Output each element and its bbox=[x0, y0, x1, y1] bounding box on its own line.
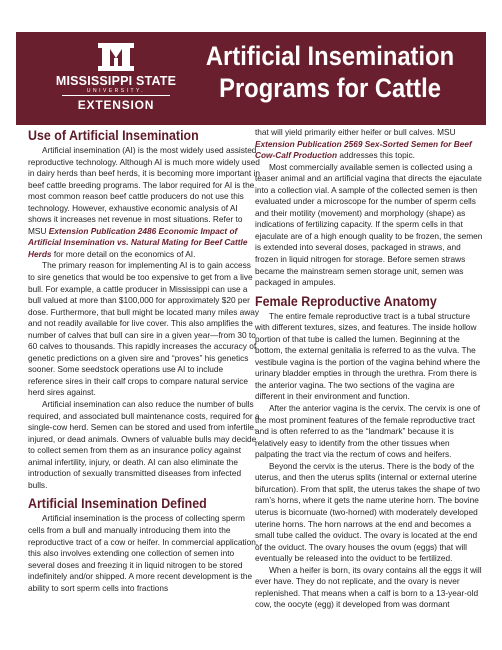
paragraph bbox=[255, 127, 485, 162]
right-column bbox=[255, 127, 485, 611]
publication-reference-link[interactable]: Extension Publication 2569 Sex-Sorted Semen for Beef Cow-Calf Production bbox=[255, 138, 472, 161]
logo-university-name: MISSISSIPPI STATE bbox=[55, 74, 177, 88]
logo-extension-word: EXTENSION bbox=[77, 98, 155, 112]
section-heading-female-anatomy: Female Reproductive Anatomy bbox=[255, 293, 437, 309]
paragraph: Artificial insemination is the process of collecting sperm cells from a bull and manually introducing them into the reproductive tract of a cow or heifer. In commercial application, this also involves extending one collection of semen into several doses and freezing it in liquid nitrogen to be stored indefinitely and/or shipped. A more recent development is the ability to sort sperm cells into fractions bbox=[28, 513, 259, 593]
paragraph-text: addresses this topic. bbox=[337, 150, 415, 161]
paragraph: After the anterior vagina is the cervix. The cervix is one of the most prominent features of the female reproductive tract and is often referred to as the “landmark” because it is relatively easy to identify from the other tissues when palpating the tract via the rectum of cows and heifers. bbox=[255, 403, 481, 460]
publication-reference-link[interactable]: Extension Publication 2486 Economic Impact of Artificial Insemination vs. Natural Mating for Beef Cattle Herds bbox=[28, 225, 248, 259]
paragraph: Most commercially available semen is collected using a teaser animal and an artificial vagina that directs the ejaculate into a collection vial. A sample of the collected semen is then evaluated under a microscope for the number of sperm cells and their motility (movement) and morphology (shape) as indications of fertilizing capacity. If the sperm cells in that ejaculate are of a high enough quality to be frozen, the semen is extended into several doses, packaged in straws, and frozen in liquid nitrogen for storage. Before semen straws became the mainstream semen storage unit, semen was packaged in ampules. bbox=[255, 161, 483, 288]
title-line-2: Programs for Cattle bbox=[219, 73, 441, 103]
section-heading-ai-defined: Artificial Insemination Defined bbox=[28, 496, 207, 512]
page-title bbox=[200, 40, 460, 104]
paragraph: Artificial insemination can also reduce the number of bulls required, and associated bull maintenance costs, required for a single-cow herd. Semen can be stored and used from infertile, injured, or dead animals. Owners of valuable bulls may decide to collect semen from them as an insurance policy against animal infertility, injury, or death. AI can also eliminate the introduction of sexually transmitted diseases from infected bulls. bbox=[28, 399, 260, 490]
paragraph bbox=[28, 145, 260, 260]
paragraph: Beyond the cervix is the uterus. There is the body of the uterus, and then the uterus splits (internal or external uterine bifurcation). From that split, the uterus takes the shape of two ram’s horns, where it gets the name uterine horn. The bovine uterus is bicornuate (two-horned) with moderately developed uterine horns. The horn narrows at the end and becomes a small tube called the oviduct. The ovary is located at the end of the oviduct. The ovary houses the ovum (eggs) that will eventually be released into the oviduct to be fertilized. bbox=[255, 460, 481, 564]
logo-divider bbox=[62, 95, 170, 96]
paragraph-text: that will yield primarily either heifer or bull calves. MSU bbox=[255, 127, 456, 137]
section-heading-use-of-ai: Use of Artificial Insemination bbox=[28, 128, 199, 143]
msu-m-mark-icon bbox=[88, 40, 144, 74]
paragraph: When a heifer is born, its ovary contains all the eggs it will ever have. They do not replicate, and the ovary is never replenished. That means when a calf is born to a 13-year-old cow, the oocyte (egg) it developed from was dormant bbox=[255, 564, 482, 610]
title-line-1: Artificial Insemination bbox=[205, 41, 455, 71]
msu-extension-logo bbox=[54, 40, 178, 116]
paragraph: The primary reason for implementing AI is to gain access to sire genetics that would be too expensive to get from a live bull. For example, a cattle producer in Mississippi can use a bull valued at more than $100,000 for approximately $20 per dose. Furthermore, that bull might be located many miles away and not readily available for live cover. This also amplifies the number of calves that bull can sire in a given year—from 30 to 60 calves to thousands. This rapidly increases the accuracy of genetic predictions on a given sire and “proves” his genetics sooner. Some seedstock operations use AI to include reference sires in their calf crops to compare natural service herd sires against. bbox=[28, 260, 260, 398]
left-column bbox=[28, 127, 260, 594]
paragraph-text: for more detail on the economics of AI. bbox=[51, 248, 196, 259]
paragraph: The entire female reproductive tract is a tubal structure with different textures, sizes, and features. The inside hollow portion of that tube is called the lumen. Beginning at the bottom, the external genitalia is referred to as the vulva. The vestibule vagina is the portion of the vagina behind where the urinary bladder empties in through the urethra. From there is the anterior vagina. The two sections of the vagina are different in their environment and function. bbox=[255, 310, 481, 402]
logo-university-word: UNIVERSITY. bbox=[86, 88, 146, 94]
paragraph-text: Artificial insemination (AI) is the most widely used assisted reproductive technology. Although AI is much more widely used in dairy herds than beef herds, it is becoming more important in beef cattle breeding programs. The labor required for AI is the most common reason beef cattle producers do not use this technology. However, exhaustive economic analysis of AI shows it increases net revenue in most situations. Refer to MSU bbox=[28, 145, 260, 236]
